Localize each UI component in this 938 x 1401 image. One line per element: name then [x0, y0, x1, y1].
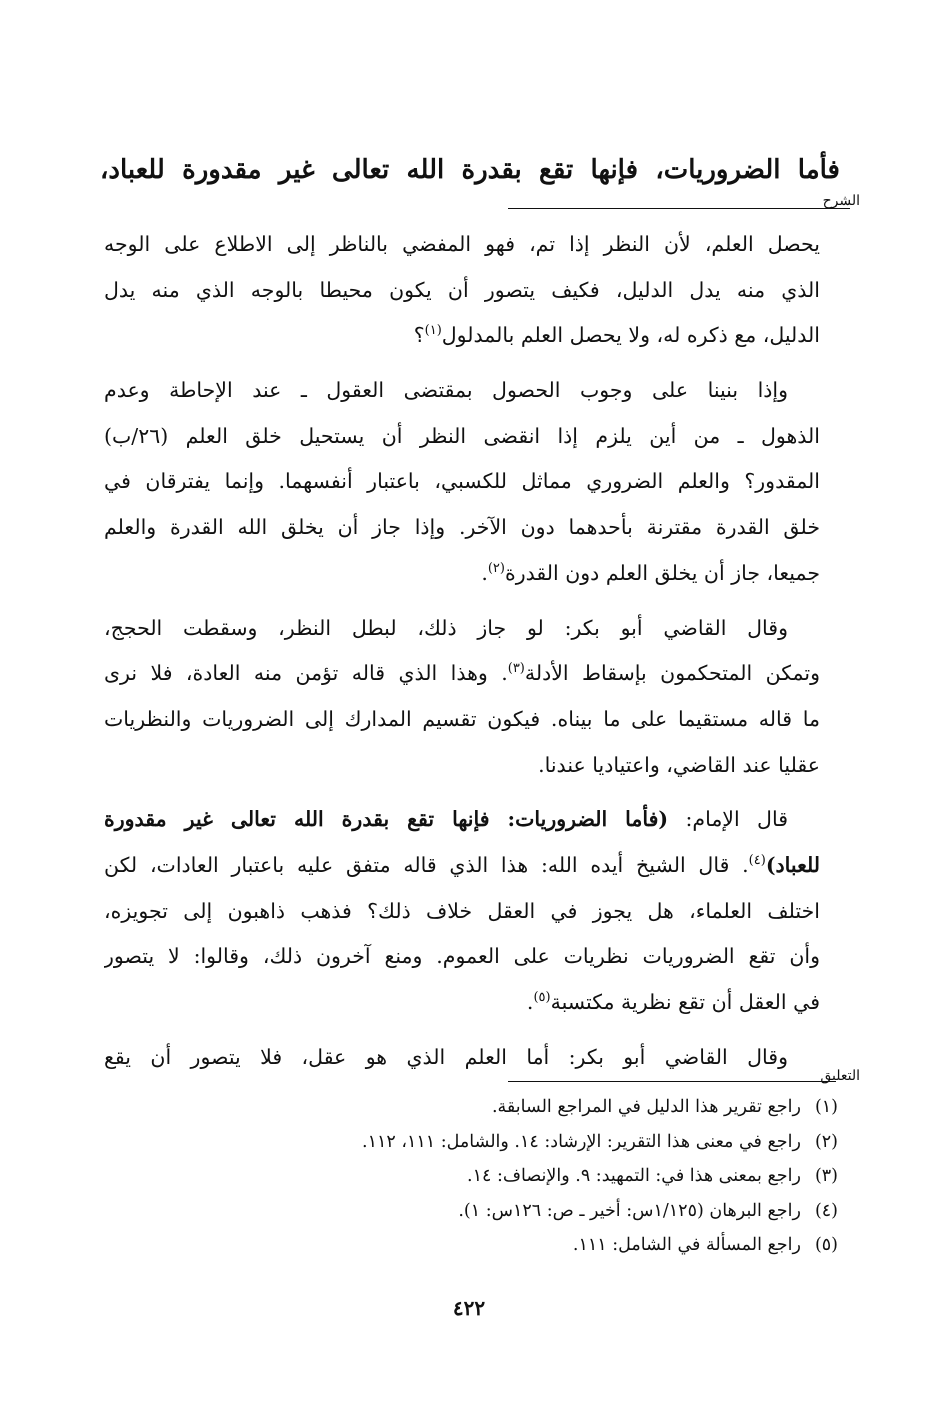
footnote-item: (٤)راجع البرهان (١/١٢٥س: أخير ـ ص: ١٢٦س: ١).	[458, 1200, 838, 1221]
text-line: وقال القاضي أبو بكر: أما العلم الذي هو عقل، فلا يتصور أن يقع	[104, 1044, 788, 1069]
matn-heading: فأما الضروريات، فإنها تقع بقدرة الله تعالى غير مقدورة للعباد،	[100, 155, 840, 185]
text-line: الدليل، مع ذكره له، ولا يحصل العلم بالمدلول$^{(١)}$؟	[413, 323, 820, 348]
text-line: جميعا، جاز أن يخلق العلم دون القدرة$^{(٢)}$.	[481, 560, 820, 585]
commentary-rule	[508, 208, 850, 209]
page-number: ٤٢٢	[452, 1296, 486, 1320]
footnote-item: (٥)راجع المسألة في الشامل: ١١١.	[572, 1235, 838, 1255]
text-line: وقال القاضي أبو بكر: لو جاز ذلك، لبطل النظر، وسقطت الحجج،	[104, 615, 788, 640]
text-line: عقليا عند القاضي، واعتياديا عندنا.	[538, 752, 820, 777]
text-line: للعباد)$^{(٤)}$. قال الشيخ أيده الله: هذا الذي قاله متفق عليه باعتبار العادات، لكن	[104, 852, 820, 877]
paragraph-3	[104, 606, 820, 789]
text-line: خلق القدرة مقترنة بأحدهما دون الآخر. وإذا جاز أن يخلق الله القدرة والعلم	[104, 515, 820, 540]
footnote-item: (١)راجع تقرير هذا الدليل في المراجع السابقة.	[491, 1097, 838, 1117]
footnote-ref: (٤)	[748, 853, 766, 869]
commentary-body	[104, 222, 820, 1080]
text-line: يحصل العلم، لأن النظر إذا تم، فهو المفضي بالناظر إلى الاطلاع على الوجه	[104, 232, 820, 256]
commentary-label: الشرح	[822, 193, 860, 209]
footnote-ref: (١)	[424, 323, 442, 339]
paragraph-4	[104, 797, 820, 1025]
footnote-ref: (٣)	[507, 661, 525, 677]
notes-label: التعليق	[820, 1068, 860, 1084]
text-line: وإذا بنينا على وجوب الحصول بمقتضى العقول ـ عند الإحاطة وعدم	[104, 378, 788, 403]
text-line: ما قاله مستقيما على ما بيناه. فيكون تقسيم المدارك إلى الضروريات والنظريات	[104, 706, 820, 731]
text-line: المقدور؟ والعلم الضروري مماثل للكسبي، باعتبار أنفسهما. وإنما يفترقان في	[104, 469, 820, 494]
text-line: وأن تقع الضروريات نظريات على العموم. ومنع آخرون ذلك، وقالوا: لا يتصور	[104, 944, 820, 969]
quoted-matn: (فأما الضروريات: فإنها تقع بقدرة الله تعالى غير مقدورة	[104, 807, 669, 832]
paragraph-2	[104, 368, 820, 596]
text-line: قال الإمام: (فأما الضروريات: فإنها تقع بقدرة الله تعالى غير مقدورة	[104, 807, 788, 832]
quoted-matn: للعباد)	[765, 852, 820, 877]
text-line: وتمكن المتحكمون بإسقاط الأدلة$^{(٣)}$. وهذا الذي قاله تؤمن منه العادة، فلا نرى	[104, 661, 820, 686]
footnotes	[250, 1090, 838, 1263]
footnote-ref: (٥)	[533, 990, 551, 1006]
paragraph-1	[104, 222, 820, 359]
text-line: في العقل أن تقع نظرية مكتسبة$^{(٥)}$.	[526, 990, 820, 1014]
footnote-ref: (٢)	[487, 560, 505, 576]
footnote-item: (٣)راجع بمعنى هذا في: التمهيد: ٩. والإنصاف: ١٤.	[467, 1166, 838, 1186]
text-line: اختلف العلماء، هل يجوز في العقل خلاف ذلك؟ فذهب ذاهبون إلى تجويزه،	[104, 898, 820, 923]
paragraph-5	[104, 1035, 820, 1081]
footnote-item: (٢)راجع في معنى هذا التقرير: الإرشاد: ١٤. والشامل: ١١١، ١١٢.	[361, 1131, 838, 1152]
text-line: الذهول ـ من أين يلزم إذا انقضى النظر أن يستحيل خلق العلم (٢٦/ب)	[104, 423, 820, 448]
notes-rule	[508, 1081, 836, 1082]
text-line: الذي منه يدل الدليل، فكيف يتصور أن يكون محيطا بالوجه الذي منه يدل	[104, 277, 820, 302]
